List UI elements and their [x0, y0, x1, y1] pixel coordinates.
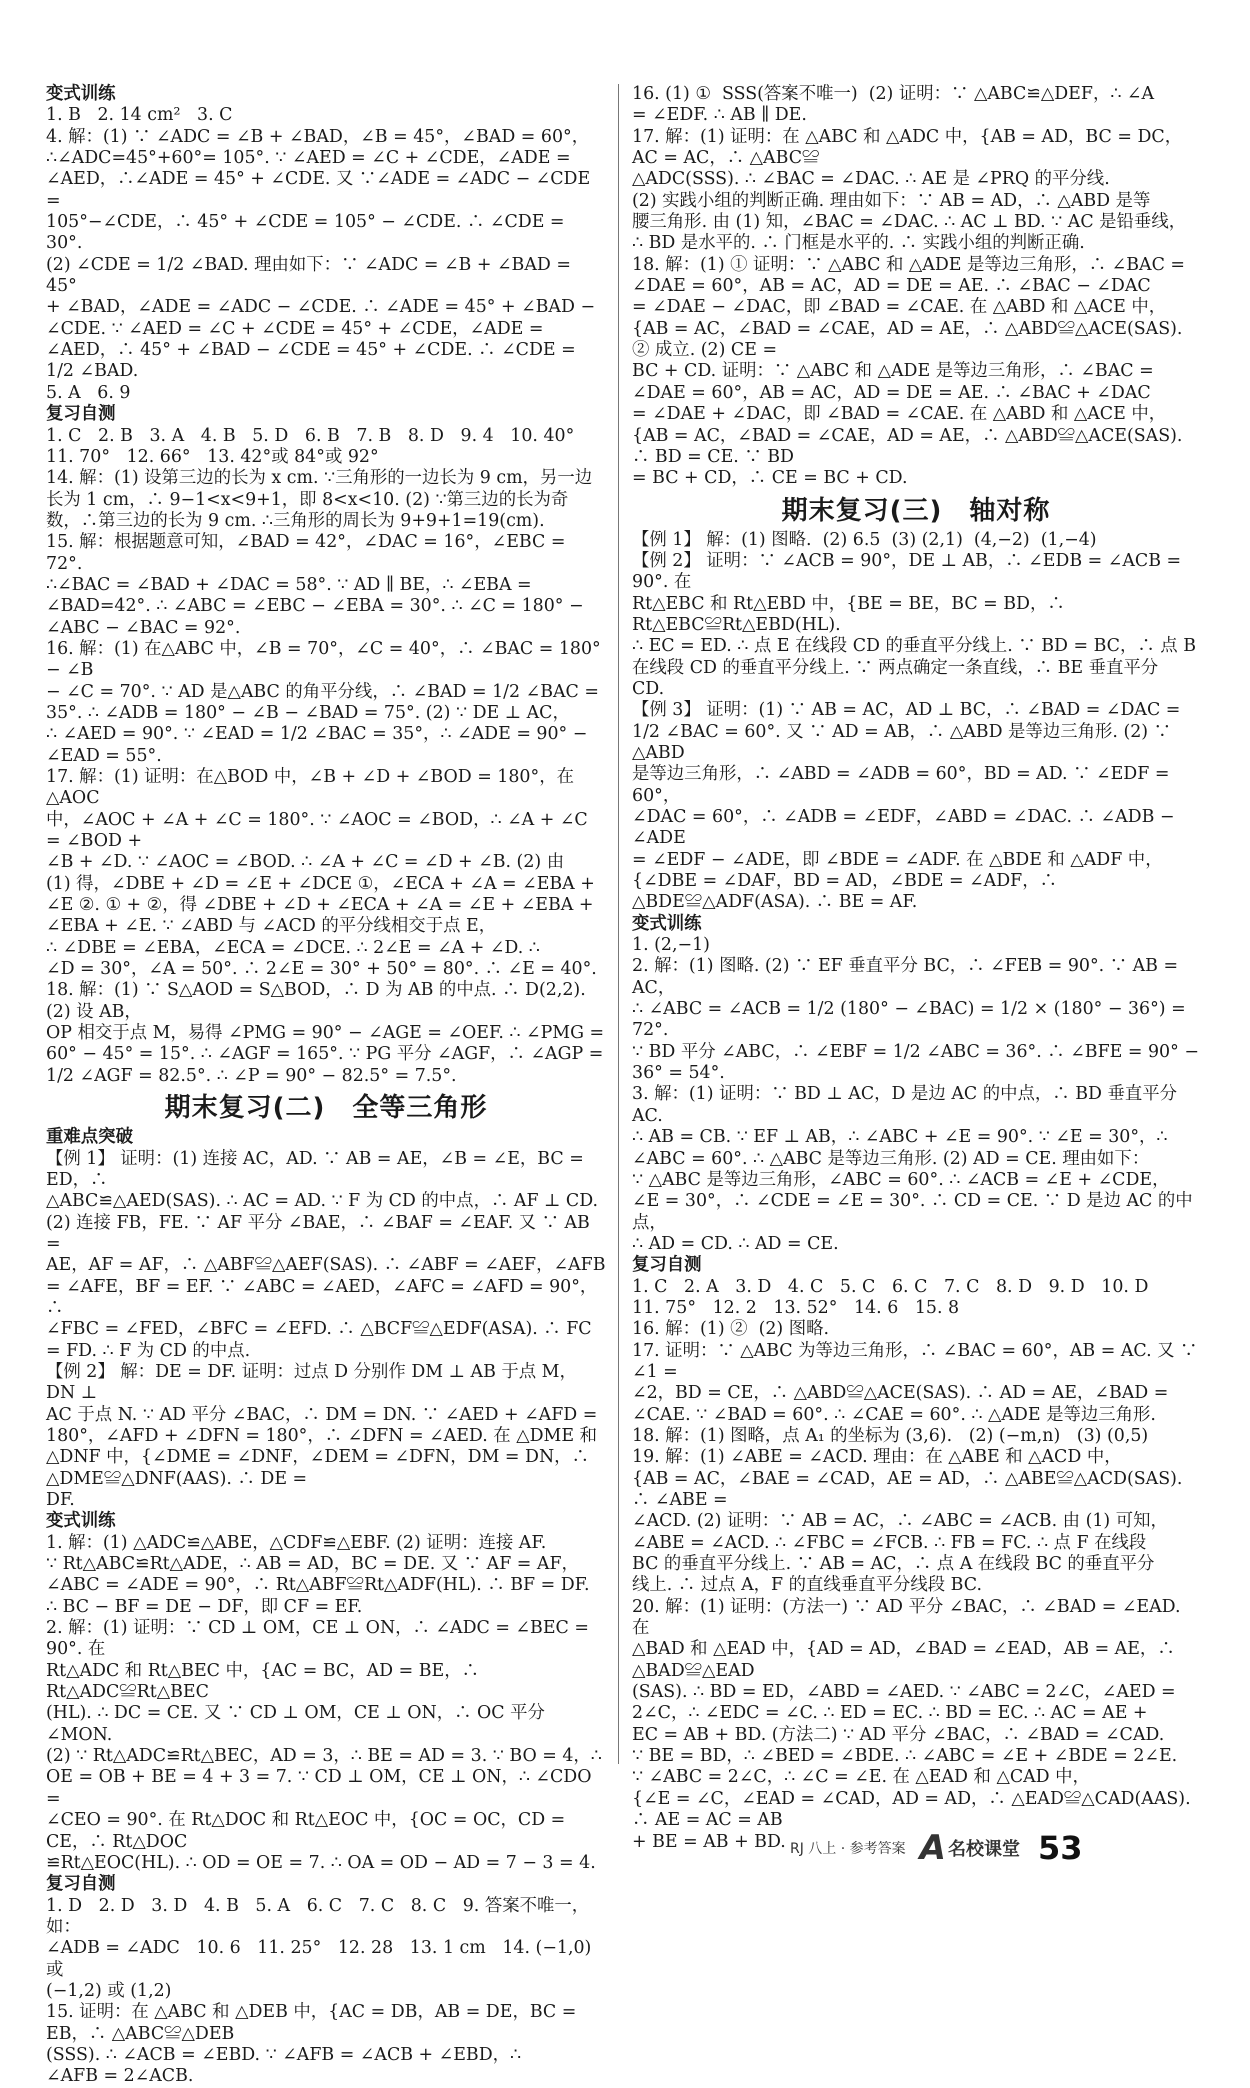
right-column: [632, 84, 1200, 1853]
subsection-heading: 变式训练: [46, 1511, 116, 1532]
answer-paragraph: 1. C 2. A 3. D 4. C 5. C 6. C 7. C 8. D 9. D 10. D 11. 75° 12. 2 13. 52° 14. 6 15. 8: [632, 1276, 1149, 1318]
answer-paragraph: 【例 2】 证明：∵ ∠ACB = 90°，DE ⊥ AB，∴ ∠EDB = ∠ACB = 90°. 在 Rt△EBC 和 Rt△EBD 中，{BE = BE，BC = BD，∴ Rt△EBC≌Rt△EBD(HL). ∴ EC = ED. ∴ 点 E 在线段 CD 的垂直平分线上. ∵ BD = BC，∴ 点 B 在线段 CD 的垂直平分线上. ∵ 两点确定一条直线，∴ BE 垂直平分 CD.: [632, 550, 1196, 699]
answer-paragraph: 15. 解：根据题意可知，∠BAD = 42°，∠DAC = 16°，∠EBC = 72°. ∴∠BAC = ∠BAD + ∠DAC = 58°. ∵ AD ∥ BE，∴ ∠EBA = ∠BAD=42°. ∴ ∠ABC = ∠EBC − ∠EBA = 30°. ∴ ∠C = 180° − ∠ABC − ∠BAC = 92°.: [46, 532, 584, 638]
answer-paragraph: 【例 1】 解：(1) 图略. (2) 6.5 (3) (2,1) (4,−2) (1,−4): [632, 529, 1097, 550]
answer-paragraph: 17. 证明：∵ △ABC 为等边三角形，∴ ∠BAC = 60°，AB = AC. 又 ∵ ∠1 = ∠2，BD = CE，∴ △ABD≌△ACE(SAS). ∴ AD = AE，∠BAD = ∠CAE. ∵ ∠BAD = 60°. ∴ ∠CAE = 60°. ∴ △ADE 是等边三角形.: [632, 1340, 1198, 1425]
answer-paragraph: 17. 解：(1) 证明：在△BOD 中，∠B + ∠D + ∠BOD = 180°，在△AOC 中，∠AOC + ∠A + ∠C = 180°. ∵ ∠AOC = ∠BOD，∴ ∠A + ∠C = ∠BOD + ∠B + ∠D. ∵ ∠AOC = ∠BOD. ∴ ∠A + ∠C = ∠D + ∠B. (2) 由 (1) 得，∠DBE + ∠D = ∠E + ∠DCE ①，∠ECA + ∠A = ∠EBA + ∠E ②. ① + ②，得 ∠DBE + ∠D + ∠ECA + ∠A = ∠E + ∠EBA + ∠EBA + ∠E. ∵ ∠ABD 与 ∠ACD 的平分线相交于点 E， ∴ ∠DBE = ∠EBA，∠ECA = ∠DCE. ∴ 2∠E = ∠A + ∠D. ∴ ∠D = 30°，∠A = 50°. ∴ 2∠E = 30° + 50° = 80°. ∴ ∠E = 40°.: [46, 767, 597, 980]
subsection-heading: 复习自测: [46, 1874, 116, 1895]
left-column: [46, 84, 606, 2088]
page-footer: [790, 1828, 1210, 1868]
answer-paragraph: 【例 2】 解：DE = DF. 证明：过点 D 分别作 DM ⊥ AB 于点 M，DN ⊥ AC 于点 N. ∵ AD 平分 ∠BAC，∴ DM = DN. ∵ ∠AED + ∠AFD = 180°，∠AFD + ∠DFN = 180°，∴ ∠DFN = ∠AED. 在 △DME 和 △DNF 中，{∠DME = ∠DNF，∠DEM = ∠DFN，DM = DN，∴ △DME≌△DNF(AAS). ∴ DE = DF.: [46, 1361, 598, 1510]
answer-paragraph: 19. 解：(1) ∠ABE = ∠ACD. 理由：在 △ABE 和 △ACD 中， {AB = AC，∠BAE = ∠CAD，AE = AD，∴ △ABE≌△ACD(SAS). ∴ ∠ABE = ∠ACD. (2) 证明：∵ AB = AC，∴ ∠ABC = ∠ACB. 由 (1) 可知， ∠ABE = ∠ACD. ∴ ∠FBC = ∠FCB. ∴ FB = FC. ∴ 点 F 在线段 BC 的垂直平分线上. ∵ AB = AC，∴ 点 A 在线段 BC 的垂直平分 线上. ∴ 过点 A，F 的直线垂直平分线段 BC.: [632, 1447, 1183, 1596]
column-divider: [618, 84, 619, 1764]
subsection-heading: 变式训练: [46, 84, 116, 104]
answer-paragraph: 16. (1) ① SSS(答案不唯一) (2) 证明：∵ △ABC≌△DEF，∴ ∠A = ∠EDF. ∴ AB ∥ DE.: [632, 84, 1155, 126]
page-number: 53: [1038, 1829, 1083, 1867]
answer-paragraph: 1. B 2. 14 cm² 3. C: [46, 105, 233, 126]
answer-paragraph: 16. 解：(1) ② (2) 图略.: [632, 1319, 830, 1340]
answer-paragraph: 2. 解：(1) 证明：∵ CD ⊥ OM，CE ⊥ ON，∴ ∠ADC = ∠BEC = 90°. 在 Rt△ADC 和 Rt△BEC 中，{AC = BC，AD = BE，∴ Rt△ADC≌Rt△BEC (HL). ∴ DC = CE. 又 ∵ CD ⊥ OM，CE ⊥ ON，∴ OC 平分 ∠MON. (2) ∵ Rt△ADC≌Rt△BEC，AD = 3，∴ BE = AD = 3. ∵ BO = 4，∴ OE = OB + BE = 4 + 3 = 7. ∵ CD ⊥ OM，CE ⊥ ON，∴ ∠CDO = ∠CEO = 90°. 在 Rt△DOC 和 Rt△EOC 中，{OC = OC，CD = CE，∴ Rt△DOC ≌Rt△EOC(HL). ∴ OD = OE = 7. ∴ OA = OD − AD = 7 − 3 = 4.: [46, 1618, 602, 1873]
answer-paragraph: 18. 解：(1) ∵ S△AOD = S△BOD，∴ D 为 AB 的中点. ∴ D(2,2). (2) 设 AB， OP 相交于点 M，易得 ∠PMG = 90° − ∠AGE = ∠OEF. ∴ ∠PMG = 60° − 45° = 15°. ∴ ∠AGF = 165°. ∵ PG 平分 ∠AGF，∴ ∠AGP = 1/2 ∠AGF = 82.5°. ∴ ∠P = 90° − 82.5° = 7.5°.: [46, 980, 605, 1086]
answer-paragraph: 1. D 2. D 3. D 4. B 5. A 6. C 7. C 8. C 9. 答案不唯一，如： ∠ADB = ∠ADC 10. 6 11. 25° 12. 28 13. 1 cm 14. (−1,0) 或 (−1,2) 或 (1,2): [46, 1895, 592, 2001]
answer-paragraph: 15. 证明：在 △ABC 和 △DEB 中，{AC = DB，AB = DE，BC = EB，∴ △ABC≌△DEB (SSS). ∴ ∠ACB = ∠EBD. ∵ ∠AFB = ∠ACB + ∠EBD，∴ ∠AFB = 2∠ACB.: [46, 2002, 577, 2087]
footer-label: RJ 八上 · 参考答案: [790, 1841, 906, 1857]
answer-paragraph: 4. 解：(1) ∵ ∠ADC = ∠B + ∠BAD，∠B = 45°，∠BAD = 60°， ∴∠ADC=45°+60°= 105°. ∵ ∠AED = ∠C + ∠CDE，∠ADE = ∠AED，∴∠ADE = 45° + ∠CDE. 又 ∵∠ADE = ∠ADC − ∠CDE = 105°−∠CDE，∴ 45° + ∠CDE = 105° − ∠CDE. ∴ ∠CDE = 30°. (2) ∠CDE = 1/2 ∠BAD. 理由如下：∵ ∠ADC = ∠B + ∠BAD = 45° + ∠BAD，∠ADE = ∠ADC − ∠CDE. ∴ ∠ADE = 45° + ∠BAD − ∠CDE. ∵ ∠AED = ∠C + ∠CDE = 45° + ∠CDE，∠ADE = ∠AED，∴ 45° + ∠BAD − ∠CDE = 45° + ∠CDE. ∴ ∠CDE = 1/2 ∠BAD.: [46, 126, 596, 382]
section-title: 期末复习(二) 全等三角形: [164, 1093, 488, 1124]
answer-paragraph: 18. 解：(1) 图略，点 A₁ 的坐标为 (3,6). (2) (−m,n) (3) (0,5): [632, 1425, 1149, 1446]
answer-paragraph: 5. A 6. 9: [46, 382, 131, 403]
answer-paragraph: 1. (2,−1): [632, 935, 710, 956]
answer-paragraph: 3. 解：(1) 证明：∵ BD ⊥ AC，D 是边 AC 的中点，∴ BD 垂直平分 AC. ∴ AB = CB. ∵ EF ⊥ AB，∴ ∠ABC + ∠E = 90°. ∵ ∠E = 30°，∴ ∠ABC = 60°. ∴ △ABC 是等边三角形. (2) AD = CE. 理由如下： ∵ △ABC 是等边三角形，∠ABC = 60°. ∴ ∠ACB = ∠E + ∠CDE， ∠E = 30°，∴ ∠CDE = ∠E = 30°. ∴ CD = CE. ∵ D 是边 AC 的中点， ∴ AD = CD. ∴ AD = CE.: [632, 1084, 1193, 1254]
answer-paragraph: 20. 解：(1) 证明：(方法一) ∵ AD 平分 ∠BAC，∴ ∠BAD = ∠EAD. 在 △BAD 和 △EAD 中，{AD = AD，∠BAD = ∠EAD，AB = AE，∴ △BAD≌△EAD (SAS). ∴ BD = ED，∠ABD = ∠AED. ∵ ∠ABC = 2∠C，∠AED = 2∠C，∴ ∠EDC = ∠C. ∴ ED = EC. ∴ BD = EC. ∴ AC = AE + EC = AB + BD. (方法二) ∵ AD 平分 ∠BAC，∴ ∠BAD = ∠CAD. ∵ BE = BD，∴ ∠BED = ∠BDE. ∴ ∠ABC = ∠E + ∠BDE = 2∠E. ∵ ∠ABC = 2∠C，∴ ∠C = ∠E. 在 △EAD 和 △CAD 中， {∠E = ∠C，∠EAD = ∠CAD，AD = AD，∴ △EAD≌△CAD(AAS). ∴ AE = AC = AB + BE = AB + BD.: [632, 1596, 1191, 1852]
answer-paragraph: 1. 解：(1) △ADC≌△ABE，△CDF≌△EBF. (2) 证明：连接 AF. ∵ Rt△ABC≌Rt△ADE，∴ AB = AD，BC = DE. 又 ∵ AF = AF， ∠ABC = ∠ADE = 90°，∴ Rt△ABF≌Rt△ADF(HL). ∴ BF = DF. ∴ BC − BF = DE − DF，即 CF = EF.: [46, 1532, 590, 1617]
logo-text: 名校课堂: [948, 1839, 1020, 1860]
answer-paragraph: 14. 解：(1) 设第三边的长为 x cm. ∵三角形的一边长为 9 cm，另一边 长为 1 cm，∴ 9−1<x<9+1，即 8<x<10. (2) ∵第三边的长为奇 数，∴第三边的长为 9 cm. ∴三角形的周长为 9+9+1=19(cm).: [46, 468, 593, 531]
section-title: 期末复习(三) 轴对称: [781, 495, 1051, 526]
logo-mark: A: [919, 1828, 946, 1868]
subsection-heading: 复习自测: [46, 404, 116, 425]
answer-paragraph: 【例 1】 证明：(1) 连接 AC，AD. ∵ AB = AE，∠B = ∠E，BC = ED，∴ △ABC≌△AED(SAS). ∴ AC = AD. ∵ F 为 CD 的中点，∴ AF ⊥ CD. (2) 连接 FB，FE. ∵ AF 平分 ∠BAE，∴ ∠BAF = ∠EAF. 又 ∵ AB = AE，AF = AF，∴ △ABF≌△AEF(SAS). ∴ ∠ABF = ∠AEF，∠AFB = ∠AFE，BF = EF. ∵ ∠ABC = ∠AED，∠AFC = ∠AFD = 90°，∴ ∠FBC = ∠FED，∠BFC = ∠EFD. ∴ △BCF≌△EDF(ASA). ∴ FC = FD. ∴ F 为 CD 的中点.: [46, 1148, 606, 1361]
subsection-heading: 复习自测: [632, 1255, 702, 1276]
subsection-heading: 变式训练: [632, 913, 702, 934]
answer-paragraph: 16. 解：(1) 在△ABC 中，∠B = 70°，∠C = 40°，∴ ∠BAC = 180° − ∠B − ∠C = 70°. ∵ AD 是△ABC 的角平分线，∴ ∠BAD = 1/2 ∠BAC = 35°. ∴ ∠ADB = 180° − ∠B − ∠BAD = 75°. (2) ∵ DE ⊥ AC， ∴ ∠AED = 90°. ∵ ∠EAD = 1/2 ∠BAC = 35°，∴ ∠ADE = 90° − ∠EAD = 55°.: [46, 638, 601, 766]
answer-paragraph: 18. 解：(1) ① 证明：∵ △ABC 和 △ADE 是等边三角形，∴ ∠BAC = ∠DAE = 60°，AB = AC，AD = DE = AE. ∴ ∠BAC − ∠DAC = ∠DAE − ∠DAC，即 ∠BAD = ∠CAE. 在 △ABD 和 △ACE 中， {AB = AC，∠BAD = ∠CAE，AD = AE，∴ △ABD≌△ACE(SAS). ② 成立. (2) CE = BC + CD. 证明：∵ △ABC 和 △ADE 是等边三角形，∴ ∠BAC = ∠DAE = 60°，AB = AC，AD = DE = AE. ∴ ∠BAC + ∠DAC = ∠DAE + ∠DAC，即 ∠BAD = ∠CAE. 在 △ABD 和 △ACE 中， {AB = AC，∠BAD = ∠CAE，AD = AE，∴ △ABD≌△ACE(SAS). ∴ BD = CE. ∵ BD = BC + CD，∴ CE = BC + CD.: [632, 254, 1185, 489]
answer-paragraph: 17. 解：(1) 证明：在 △ABC 和 △ADC 中，{AB = AD，BC = DC，AC = AC，∴ △ABC≌ △ADC(SSS). ∴ ∠BAC = ∠DAC. ∴ AE 是 ∠PRQ 的平分线. (2) 实践小组的判断正确. 理由如下：∵ AB = AD，∴ △ABD 是等 腰三角形. 由 (1) 知，∠BAC = ∠DAC. ∴ AC ⊥ BD. ∵ AC 是铅垂线， ∴ BD 是水平的. ∴ 门框是水平的. ∴ 实践小组的判断正确.: [632, 126, 1187, 254]
answer-paragraph: 【例 3】 证明：(1) ∵ AB = AC，AD ⊥ BC，∴ ∠BAD = ∠DAC = 1/2 ∠BAC = 60°. 又 ∵ AD = AB，∴ △ABD 是等边三角形. (2) ∵ △ABD 是等边三角形，∴ ∠ABD = ∠ADB = 60°，BD = AD. ∵ ∠EDF = 60°， ∠DAC = 60°，∴ ∠ADB = ∠EDF，∠ABD = ∠DAC. ∴ ∠ADB − ∠ADE = ∠EDF − ∠ADE，即 ∠BDE = ∠ADF. 在 △BDE 和 △ADF 中， {∠DBE = ∠DAF，BD = AD，∠BDE = ∠ADF，∴ △BDE≌△ADF(ASA). ∴ BE = AF.: [632, 700, 1181, 913]
brand-logo: [920, 1828, 1020, 1868]
subsection-heading: 重难点突破: [46, 1127, 133, 1148]
answer-paragraph: 1. C 2. B 3. A 4. B 5. D 6. B 7. B 8. D 9. 4 10. 40° 11. 70° 12. 66° 13. 42°或 84°或 92°: [46, 425, 575, 467]
answer-paragraph: 2. 解：(1) 图略. (2) ∵ EF 垂直平分 BC，∴ ∠FEB = 90°. ∵ AB = AC， ∴ ∠ABC = ∠ACB = 1/2 (180° − ∠BAC) = 1/2 × (180° − 36°) = 72°. ∵ BD 平分 ∠ABC，∴ ∠EBF = 1/2 ∠ABC = 36°. ∴ ∠BFE = 90° − 36° = 54°.: [632, 956, 1199, 1084]
